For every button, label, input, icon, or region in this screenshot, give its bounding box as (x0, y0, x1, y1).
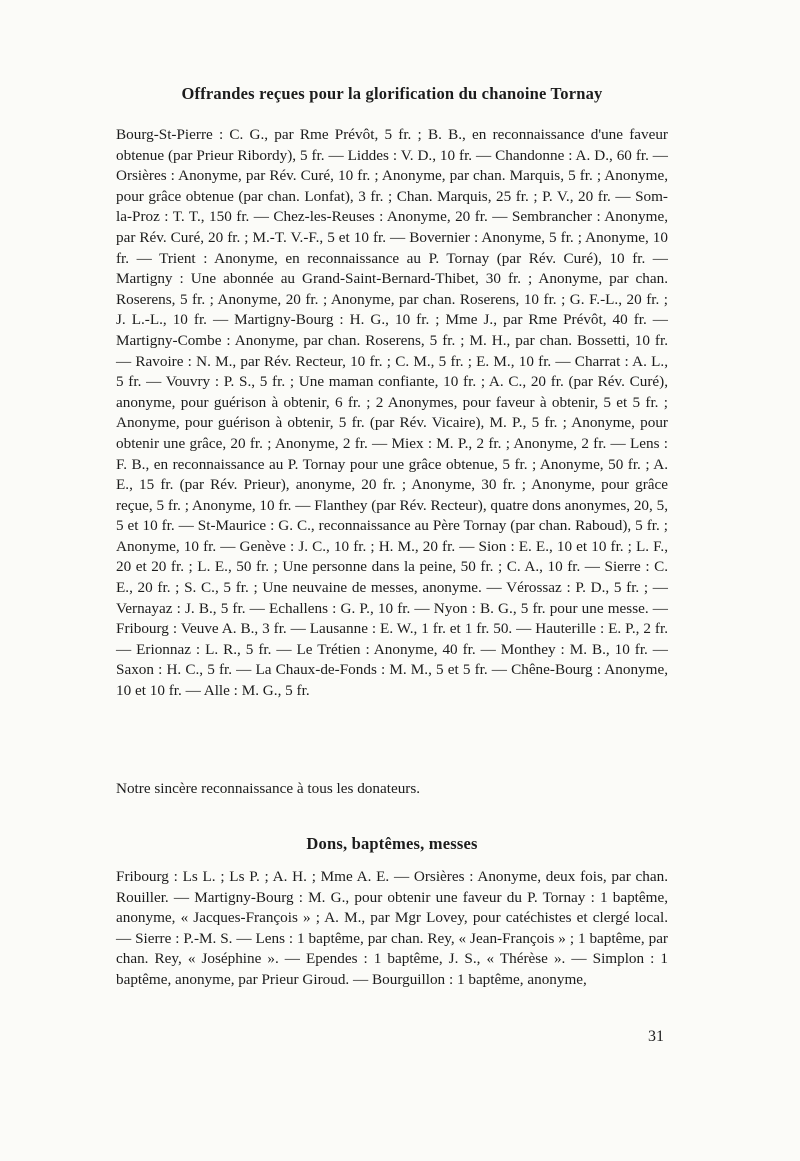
section-title-offrandes: Offrandes reçues pour la glorification du chanoine Tornay (181, 84, 603, 103)
dons-body: Fribourg : Ls L. ; Ls P. ; A. H. ; Mme A. E. — Orsières : Anonyme, deux fois, par chan. Rouiller. — Martigny-Bourg : M. G., pour obtenir une faveur du P. Tornay : 1 baptême, anonyme, « Jacques-François » ; A. M., par Mgr Lovey, pour catéchistes et clergé local. — Sierre : P.-M. S. — Lens : 1 baptême, par chan. Rey, « Jean-François » ; 1 baptême, par chan. Rey, « Joséphine ». — Ependes : 1 baptême, J. S., « Thérèse ». — Simplon : 1 baptême, anonyme, par Prieur Giroud. — Bourguillon : 1 baptême, anonyme, (116, 868, 668, 988)
section-title-dons: Dons, baptêmes, messes (306, 834, 478, 853)
page-number: 31 (648, 1028, 664, 1045)
thanks-line: Notre sincère reconnaissance à tous les donateurs. (116, 780, 421, 797)
offrandes-body: Bourg-St-Pierre : C. G., par Rme Prévôt, 5 fr. ; B. B., en reconnaissance d'une faveur obtenue (par Prieur Ribordy), 5 fr. — Liddes : V. D., 10 fr. — Chandonne : A. D., 60 fr. — Orsières : Anonyme, par Rév. Curé, 10 fr. ; Anonyme, par chan. Marquis, 5 fr. ; Anonyme, pour grâce obtenue (par chan. Lonfat), 3 fr. ; Chan. Marquis, 25 fr. ; P. V., 20 fr. — Som-la-Proz : T. T., 150 fr. — Chez-les-Reuses : Anonyme, 20 fr. — Sembrancher : Anonyme, par Rév. Curé, 20 fr. ; M.-T. V.-F., 5 et 10 fr. — Bovernier : Anonyme, 5 fr. ; Anonyme, 10 fr. — Trient : Anonyme, en reconnaissance au P. Tornay (par Rév. Curé), 10 fr. — Martigny : Une abonnée au Grand-Saint-Bernard-Thibet, 30 fr. ; Anonyme, par chan. Roserens, 5 fr. ; Anonyme, 20 fr. ; Anonyme, par chan. Roserens, 10 fr. ; G. F.-L., 20 fr. ; J. L.-L., 10 fr. — Martigny-Bourg : H. G., 10 fr. ; Mme J., par Rme Prévôt, 40 fr. — Martigny-Combe : Anonyme, par chan. Roserens, 5 fr. ; M. H., par chan. Bossetti, 10 fr. — Ravoire : N. M., par Rév. Recteur, 10 fr. ; C. M., 5 fr. ; E. M., 10 fr. — Charrat : A. L., 5 fr. — Vouvry : P. S., 5 fr. ; Une maman confiante, 10 fr. ; A. C., 20 fr. (par Rév. Curé), anonyme, pour guérison à obtenir, 6 fr. ; 2 Anonymes, pour faveur à obtenir, 5 et 5 fr. ; Anonyme, pour guérison à obtenir, 5 fr. (par Rév. Vicaire), M. P., 5 fr. ; Anonyme, pour obtenir une grâce, 20 fr. ; Anonyme, 2 fr. — Miex : M. P., 2 fr. ; Anonyme, 2 fr. — Lens : F. B., en reconnaissance au P. Tornay pour une grâce obtenue, 5 fr. ; Anonyme, 50 fr. ; A. E., 15 fr. (par Rév. Prieur), anonyme, 20 fr. ; Anonyme, 30 fr. ; Anonyme, pour grâce reçue, 5 fr. ; Anonyme, 10 fr. — Flanthey (par Rév. Recteur), quatre dons anonymes, 20, 5, 5 et 10 fr. — St-Maurice : G. C., reconnaissance au Père Tornay (par chan. Raboud), 5 fr. ; Anonyme, 10 fr. — Genève : J. C., 10 fr. ; H. M., 20 fr. — Sion : E. E., 10 et 10 fr. ; L. F., 20 et 20 fr. ; L. E., 50 fr. ; Une personne dans la peine, 50 fr. ; C. A., 10 fr. — Sierre : C. E., 20 fr. ; S. C., 5 fr. ; Une neuvaine de messes, anonyme. — Vérossaz : P. D., 5 fr. ; — Vernayaz : J. B., 5 fr. — Echallens : G. P., 10 fr. — Nyon : B. G., 5 fr. pour une messe. — Fribourg : Veuve A. B., 3 fr. — Lausanne : E. W., 1 fr. et 1 fr. 50. — Hauterille : E. P., 2 fr. — Erionnaz : L. R., 5 fr. — Le Trétien : Anonyme, 40 fr. — Monthey : M. B., 10 fr. — Saxon : H. C., 5 fr. — La Chaux-de-Fonds : M. M., 5 et 5 fr. — Chêne-Bourg : Anonyme, 10 et 10 fr. — Alle : M. G., 5 fr. (116, 126, 668, 700)
